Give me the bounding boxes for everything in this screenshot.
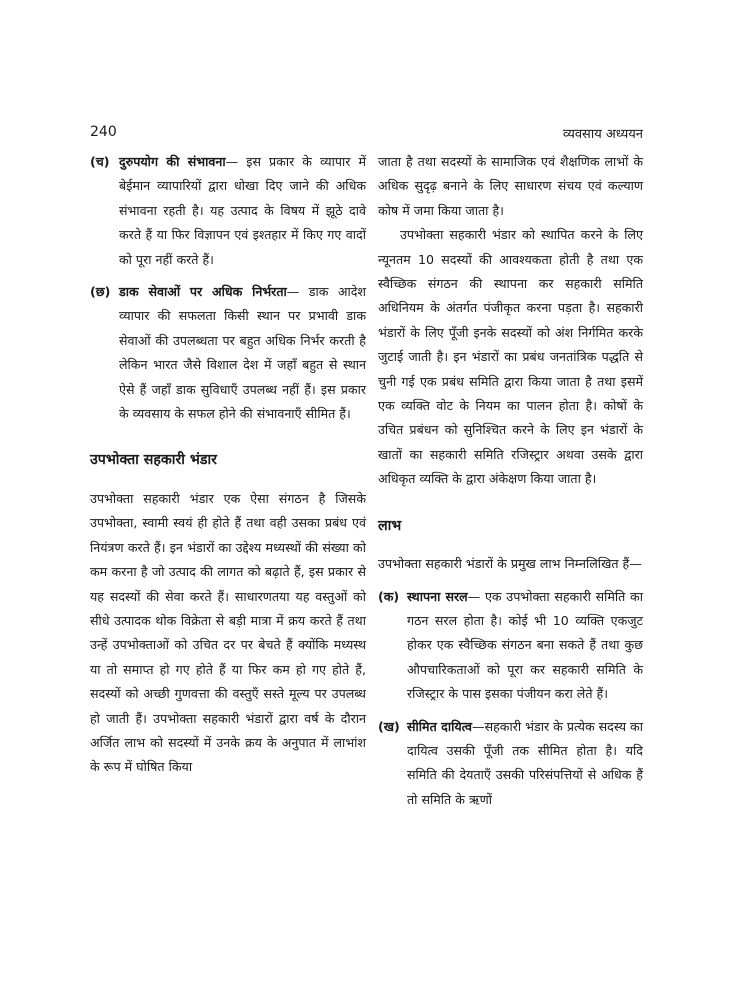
list-item-cha	[90, 150, 366, 272]
item-marker: (च)	[90, 154, 110, 169]
item-term: डाक सेवाओं पर अधिक निर्भरता	[119, 284, 287, 300]
body-paragraph: उपभोक्ता सहकारी भंडार को स्थापित करने के लिए न्यूनतम 10 सदस्यों की आवश्यकता होती है तथा एक स्वैच्छिक संगठन की स्थापना कर सहकारी समिति अधिनियम के अंतर्गत पंजीकृत करना पड़ता है। सहकारी भंडारों के लिए पूँजी इनके सदस्यों को अंश निर्गमित करके जुटाई जाती है। इन भंडारों का प्रबंध जनतांत्रिक पद्धति से चुनी गई एक प्रबंध समिति द्वारा किया जाता है तथा इसमें एक व्यक्ति वोट के नियम का पालन होता है। कोषों के उचित प्रबंधन को सुनिश्चित करने के लिए इन भंडारों के खातों का सहकारी समिति रजिस्ट्रार अथवा उसके द्वारा अधिकृत व्यक्ति के द्वारा अंकेक्षण किया जाता है।	[378, 227, 643, 487]
item-text: — डाक आदेश व्यापार की सफलता किसी स्थान पर प्रभावी डाक सेवाओं की उपलब्धता पर बहुत अधिक निर्भर करती है लेकिन भारत जैसे विशाल देश में जहाँ बहुत से स्थान ऐसे हैं जहाँ डाक सुविधाएँ उपलब्ध नहीं हैं। इस प्रकार के व्यवसाय के सफल होने की संभावनाएँ सीमित हैं।	[119, 284, 366, 422]
item-term: सीमित दायित्व	[407, 718, 472, 734]
item-marker: (छ)	[90, 284, 111, 300]
list-item-ka	[378, 585, 643, 707]
item-marker: (ख)	[378, 718, 400, 734]
benefits-intro: उपभोक्ता सहकारी भंडारों के प्रमुख लाभ निम्नलिखित हैं—	[378, 556, 642, 572]
item-term: दुरुपयोग की संभावना	[119, 154, 226, 169]
item-term: स्थापना सरल	[407, 588, 468, 604]
continued-paragraph: जाता है तथा सदस्यों के सामाजिक एवं शैक्षणिक लाभों के अधिक सुदृढ़ बनाने के लिए साधारण संचय एवं कल्याण कोष में जमा किया जाता है।	[378, 154, 643, 218]
body-paragraph: उपभोक्ता सहकारी भंडार एक ऐसा संगठन है जिसके उपभोक्ता, स्वामी स्वयं ही होते हैं तथा वही उसका प्रबंध एवं नियंत्रण करते हैं। इन भंडारों का उद्देश्य मध्यस्थों की संख्या को कम करना है जो उत्पाद की लागत को बढ़ाते हैं, इस प्रकार से यह सदस्यों की सेवा करते हैं। साधारणतया यह वस्तुओं को सीधे उत्पादक थोक विक्रेता से बड़ी मात्रा में क्रय करते हैं तथा उन्हें उपभोक्ताओं को उचित दर पर बेचते हैं क्योंकि मध्यस्थ या तो समाप्त हो गए होते हैं या फिर कम हो गए होते हैं, सदस्यों को अच्छी गुणवत्ता की वस्तुएँ सस्ते मूल्य पर उपलब्ध हो जाती हैं। उपभोक्ता सहकारी भंडारों द्वारा वर्ष के दौरान अर्जित लाभ को सदस्यों में उनके क्रय के अनुपात में लाभांश के रूप में घोषित किया	[90, 490, 366, 775]
right-column	[378, 150, 643, 812]
list-item-kha	[378, 715, 643, 813]
left-column	[90, 150, 366, 780]
list-item-chha	[90, 280, 366, 426]
section-heading-benefits: लाभ	[378, 517, 402, 534]
item-text: —सहकारी भंडार के प्रत्येक सदस्य का दायित्व उसकी पूँजी तक सीमित होता है। यदि समिति की देयताएँ उसकी परिसंपत्तियों से अधिक हैं तो समिति के ऋणों	[407, 718, 643, 807]
item-marker: (क)	[378, 588, 400, 604]
item-text: — एक उपभोक्ता सहकारी समिति का गठन सरल होता है। कोई भी 10 व्यक्ति एकजुट होकर एक स्वैच्छिक संगठन बना सकते हैं तथा कुछ औपचारिकताओं को पूरा कर सहकारी समिति के रजिस्ट्रार के पास इसका पंजीयन करा लेते हैं।	[407, 588, 643, 702]
page-number: 240	[90, 124, 117, 140]
page-header	[90, 124, 643, 146]
section-heading-consumer-cooperative: उपभोक्ता सहकारी भंडार	[90, 452, 217, 469]
running-title: व्यवसाय अध्ययन	[562, 127, 643, 142]
item-text: — इस प्रकार के व्यापार में बेईमान व्यापारियों द्वारा धोखा दिए जाने की अधिक संभावना रहती है। यह उत्पाद के विषय में झूठे दावे करते हैं या फिर विज्ञापन एवं इश्तहार में किए गए वादों को पूरा नहीं करते हैं।	[119, 154, 366, 267]
